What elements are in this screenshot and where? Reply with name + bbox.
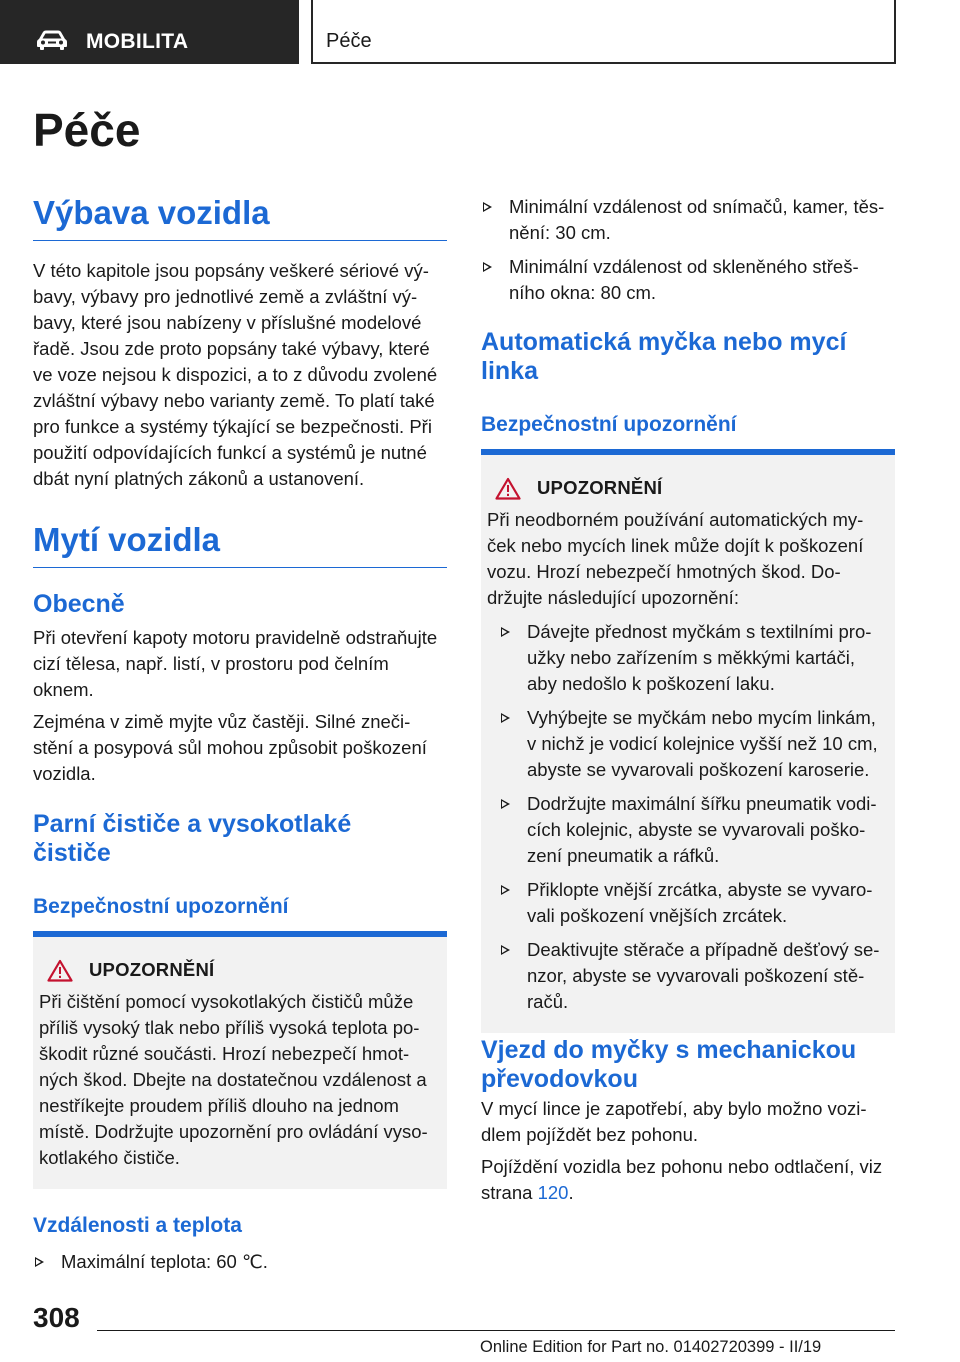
heading-parni-cistice: Parní čističe a vysokotlaké čističe <box>33 810 352 867</box>
bullet-triangle-icon <box>501 799 510 809</box>
paragraph-vybava: V této kapitole jsou popsány veškeré sériové vý- bavy, výbavy pro jednotlivé země a zvláštní vý- bavy, které jsou nabízeny v příslušné modelové řadě. Jsou zde proto popsány také výbavy, které ve voze nejsou k dispozici, a to z důvodu zvolené zvláštní výbavy nebo varianty země. To platí také pro funkce a systémy týkající se bezpečnosti. Při použití odpovídajících funkcí a systémů je nutné dbát nyní platných zákonů a ustanovení. <box>33 260 438 489</box>
warning-list <box>487 619 885 1015</box>
paragraph-vjezd-2: Pojíždění vozidla bez pohonu nebo odtlačení, viz strana 120. <box>481 1156 883 1203</box>
warning-title: UPOZORNĚNÍ <box>537 477 663 498</box>
footer-edition: Online Edition for Part no. 01402720399 - II/19 <box>480 1338 822 1356</box>
bullet-triangle-icon <box>483 262 492 272</box>
heading-bezpecnostni-upozorneni-left: Bezpečnostní upozornění <box>33 895 289 918</box>
page-title: Péče <box>33 104 141 156</box>
car-icon <box>36 29 68 51</box>
heading-myti-vozidla: Mytí vozidla <box>33 521 447 568</box>
list-item: Maximální teplota: 60 ℃. <box>33 1249 447 1275</box>
bullet-triangle-icon <box>483 202 492 212</box>
heading-automaticka-mycka: Automatická myčka nebo mycí linka <box>481 328 847 385</box>
warning-header <box>47 957 437 983</box>
list-item: Minimální vzdálenost od snímačů, kamer, těs- nění: 30 cm. <box>481 194 895 246</box>
page-number: 308 <box>33 1302 80 1333</box>
heading-vybava-vozidla: Výbava vozidla <box>33 194 447 241</box>
warning-text: Při čištění pomocí vysokotlakých čističů může příliš vysoký tlak nebo příliš vysoká teplota po- škodit různé součásti. Hrozí nebezpečí hmot- ných škod. Dbejte na dostatečnou vzdálenost a nestříkejte proudem příliš dlouho na jednom místě. Dodržujte upozornění pro ovládání vyso- kotlakého čističe. <box>39 991 428 1168</box>
page-header <box>0 0 960 66</box>
chapter-tab-pece[interactable] <box>311 0 896 64</box>
footer-divider <box>97 1330 895 1331</box>
bullet-triangle-icon <box>501 713 510 723</box>
list-vzdalenosti-left <box>33 1249 447 1283</box>
list-item: Deaktivujte stěrače a případně dešťový se- nzor, abyste se vyvarovali poškození stě- račů. <box>499 937 885 1015</box>
list-vzdalenosti-right <box>481 194 895 314</box>
list-item: Vyhýbejte se myčkám nebo mycím linkám, v nichž je vodicí kolejnice vyšší než 10 cm, abyste se vyvarovali poškození karoserie. <box>499 705 885 783</box>
warning-title: UPOZORNĚNÍ <box>89 959 215 980</box>
paragraph-vjezd-1: V mycí lince je zapotřebí, aby bylo možno vozi- dlem pojíždět bez pohonu. <box>481 1098 867 1145</box>
list-item: Dávejte přednost myčkám s textilními pro- užky nebo zařízením s měkkými kartáči, aby nedošlo k poškození laku. <box>499 619 885 697</box>
heading-vjezd-do-mycky: Vjezd do myčky s mechanickou převodovkou <box>481 1036 857 1093</box>
bullet-triangle-icon <box>35 1257 44 1267</box>
heading-bezpecnostni-upozorneni-right: Bezpečnostní upozornění <box>481 413 737 436</box>
list-item: Dodržujte maximální šířku pneumatik vodi- cích kolejnic, abyste se vyvarovali poško- zení pneumatik a ráfků. <box>499 791 885 869</box>
warning-box-right <box>481 449 895 1033</box>
heading-vzdalenosti-teplota: Vzdálenosti a teplota <box>33 1214 242 1237</box>
paragraph-obecne-2: Zejména v zimě myjte vůz častěji. Silné zneči- stění a posypová sůl mohou způsobit poškození vozidla. <box>33 711 427 784</box>
list-item: Přiklopte vnější zrcátka, abyste se vyvaro- vali poškození vnějších zrcátek. <box>499 877 885 929</box>
section-tab-mobilita[interactable] <box>0 0 299 64</box>
warning-triangle-icon <box>495 477 521 500</box>
page-link-120[interactable]: 120 <box>537 1182 569 1203</box>
list-item: Minimální vzdálenost od skleněného střeš- ního okna: 80 cm. <box>481 254 895 306</box>
section-tab-label: MOBILITA <box>86 30 189 53</box>
bullet-triangle-icon <box>501 627 510 637</box>
chapter-tab-label: Péče <box>326 30 372 52</box>
heading-obecne: Obecně <box>33 590 125 618</box>
bullet-triangle-icon <box>501 945 510 955</box>
paragraph-obecne-1: Při otevření kapoty motoru pravidelně odstraňujte cizí tělesa, např. listí, v prostoru pod čelním oknem. <box>33 627 438 700</box>
warning-text: Při neodborném používání automatických my- ček nebo mycích linek může dojít k poškození vozu. Hrozí nebezpečí hmotných škod. Do- držujte následující upozornění: <box>487 509 864 608</box>
bullet-triangle-icon <box>501 885 510 895</box>
warning-header <box>495 475 885 501</box>
warning-triangle-icon <box>47 959 73 982</box>
warning-box-left <box>33 931 447 1189</box>
